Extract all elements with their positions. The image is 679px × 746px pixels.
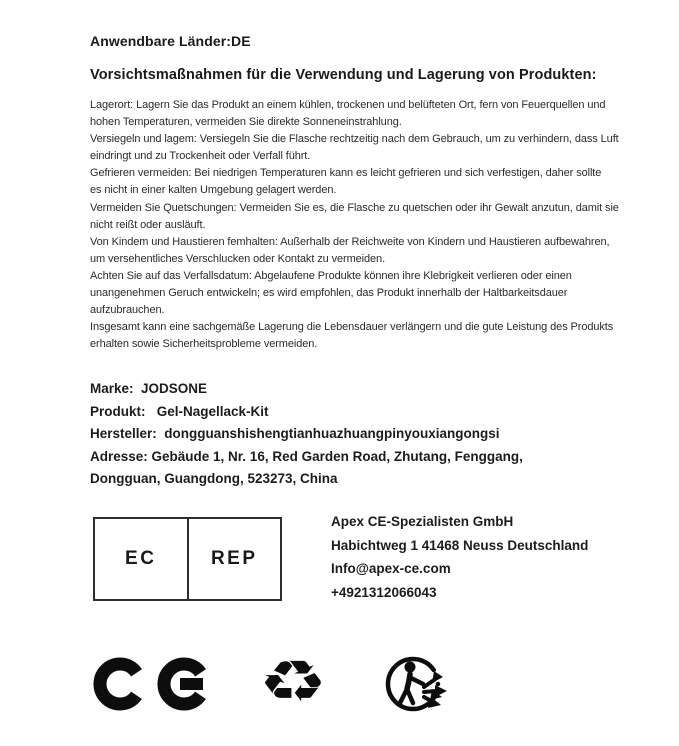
rep-cell: REP [210, 548, 258, 569]
ec-rep-box [93, 517, 282, 601]
product-line: Produkt: Gel-Nagellack-Kit [90, 403, 269, 419]
precaution-line: Vermeiden Sie Quetschungen: Vermeiden Sie es, die Flasche zu quetschen oder ihr Gewalt anzutun, damit sie [90, 201, 619, 214]
applicable-countries-heading: Anwendbare Länder:DE [90, 33, 251, 49]
precaution-line: um versehentliches Verschlucken oder Kontakt zu vermeiden. [90, 252, 386, 265]
precautions-text [90, 97, 619, 353]
precaution-line: es nicht in einer kalten Umgebung gelagert werden. [90, 184, 337, 197]
precaution-line: hohen Temperaturen, vermeiden Sie direkte Sonneneinstrahlung. [90, 116, 402, 129]
ce-mark-icon [93, 657, 218, 716]
recycling-glyph: ♻ [258, 648, 328, 716]
product-info [90, 378, 523, 491]
rep-phone-line: +4921312066043 [331, 584, 437, 600]
precaution-line: aufzubrauchen. [90, 304, 165, 317]
precaution-line: Gefrieren vermeiden: Bei niedrigen Temperaturen kann es leicht gefrieren und sich verfestigen, daher sollte [90, 167, 602, 180]
rep-email-line: Info@apex-ce.com [331, 561, 451, 577]
precaution-line: Von Kindem und Haustieren femhalten: Außerhalb der Reichweite von Kindern und Haustieren aufbewahren, [90, 235, 610, 248]
precaution-line: Versiegeln und lagem: Versiegeln Sie die Flasche rechtzeitig nach dem Gebrauch, um zu verhindern, dass Luft [90, 133, 619, 146]
rep-street-line: Habichtweg 1 41468 Neuss Deutschland [331, 537, 589, 553]
precaution-line: Insgesamt kann eine sachgemäße Lagerung die Lebensdauer verlängern und die gute Leistung des Produkts [90, 321, 614, 334]
triman-icon [383, 652, 451, 719]
eu-representative-address [331, 510, 588, 604]
address-line: Adresse: Gebäude 1, Nr. 16, Red Garden Road, Zhutang, Fenggang, [90, 448, 523, 464]
precaution-line: eindringt und zu Trockenheit oder Verfall führt. [90, 150, 311, 163]
precautions-heading: Vorsichtsmaßnahmen für die Verwendung und Lagerung von Produkten: [90, 67, 597, 83]
precaution-line: unangenehmen Geruch entwickeln; es wird empfohlen, das Produkt innerhalb der Haltbarkeitsdauer [90, 287, 568, 300]
precaution-line: Lagerort: Lagern Sie das Produkt an einem kühlen, trockenen und belüfteten Ort, fern von Feuerquellen und [90, 99, 606, 111]
precaution-line: Achten Sie auf das Verfallsdatum: Abgelaufene Produkte können ihre Klebrigkeit verlieren oder einen [90, 269, 572, 282]
address-line: Dongguan, Guangdong, 523273, China [90, 471, 338, 487]
manufacturer-line: Hersteller: dongguanshishengtianhuazhuangpinyouxiangongsi [90, 426, 500, 442]
ec-cell: EC [95, 519, 189, 599]
rep-company-line: Apex CE-Spezialisten GmbH [331, 514, 514, 529]
precaution-line: nicht reißt oder ausläuft. [90, 218, 206, 231]
precaution-line: erhalten sowie Sicherheitsprobleme vermeiden. [90, 338, 318, 351]
brand-line: Marke: JODSONE [90, 381, 208, 396]
recycling-icon [243, 649, 343, 715]
